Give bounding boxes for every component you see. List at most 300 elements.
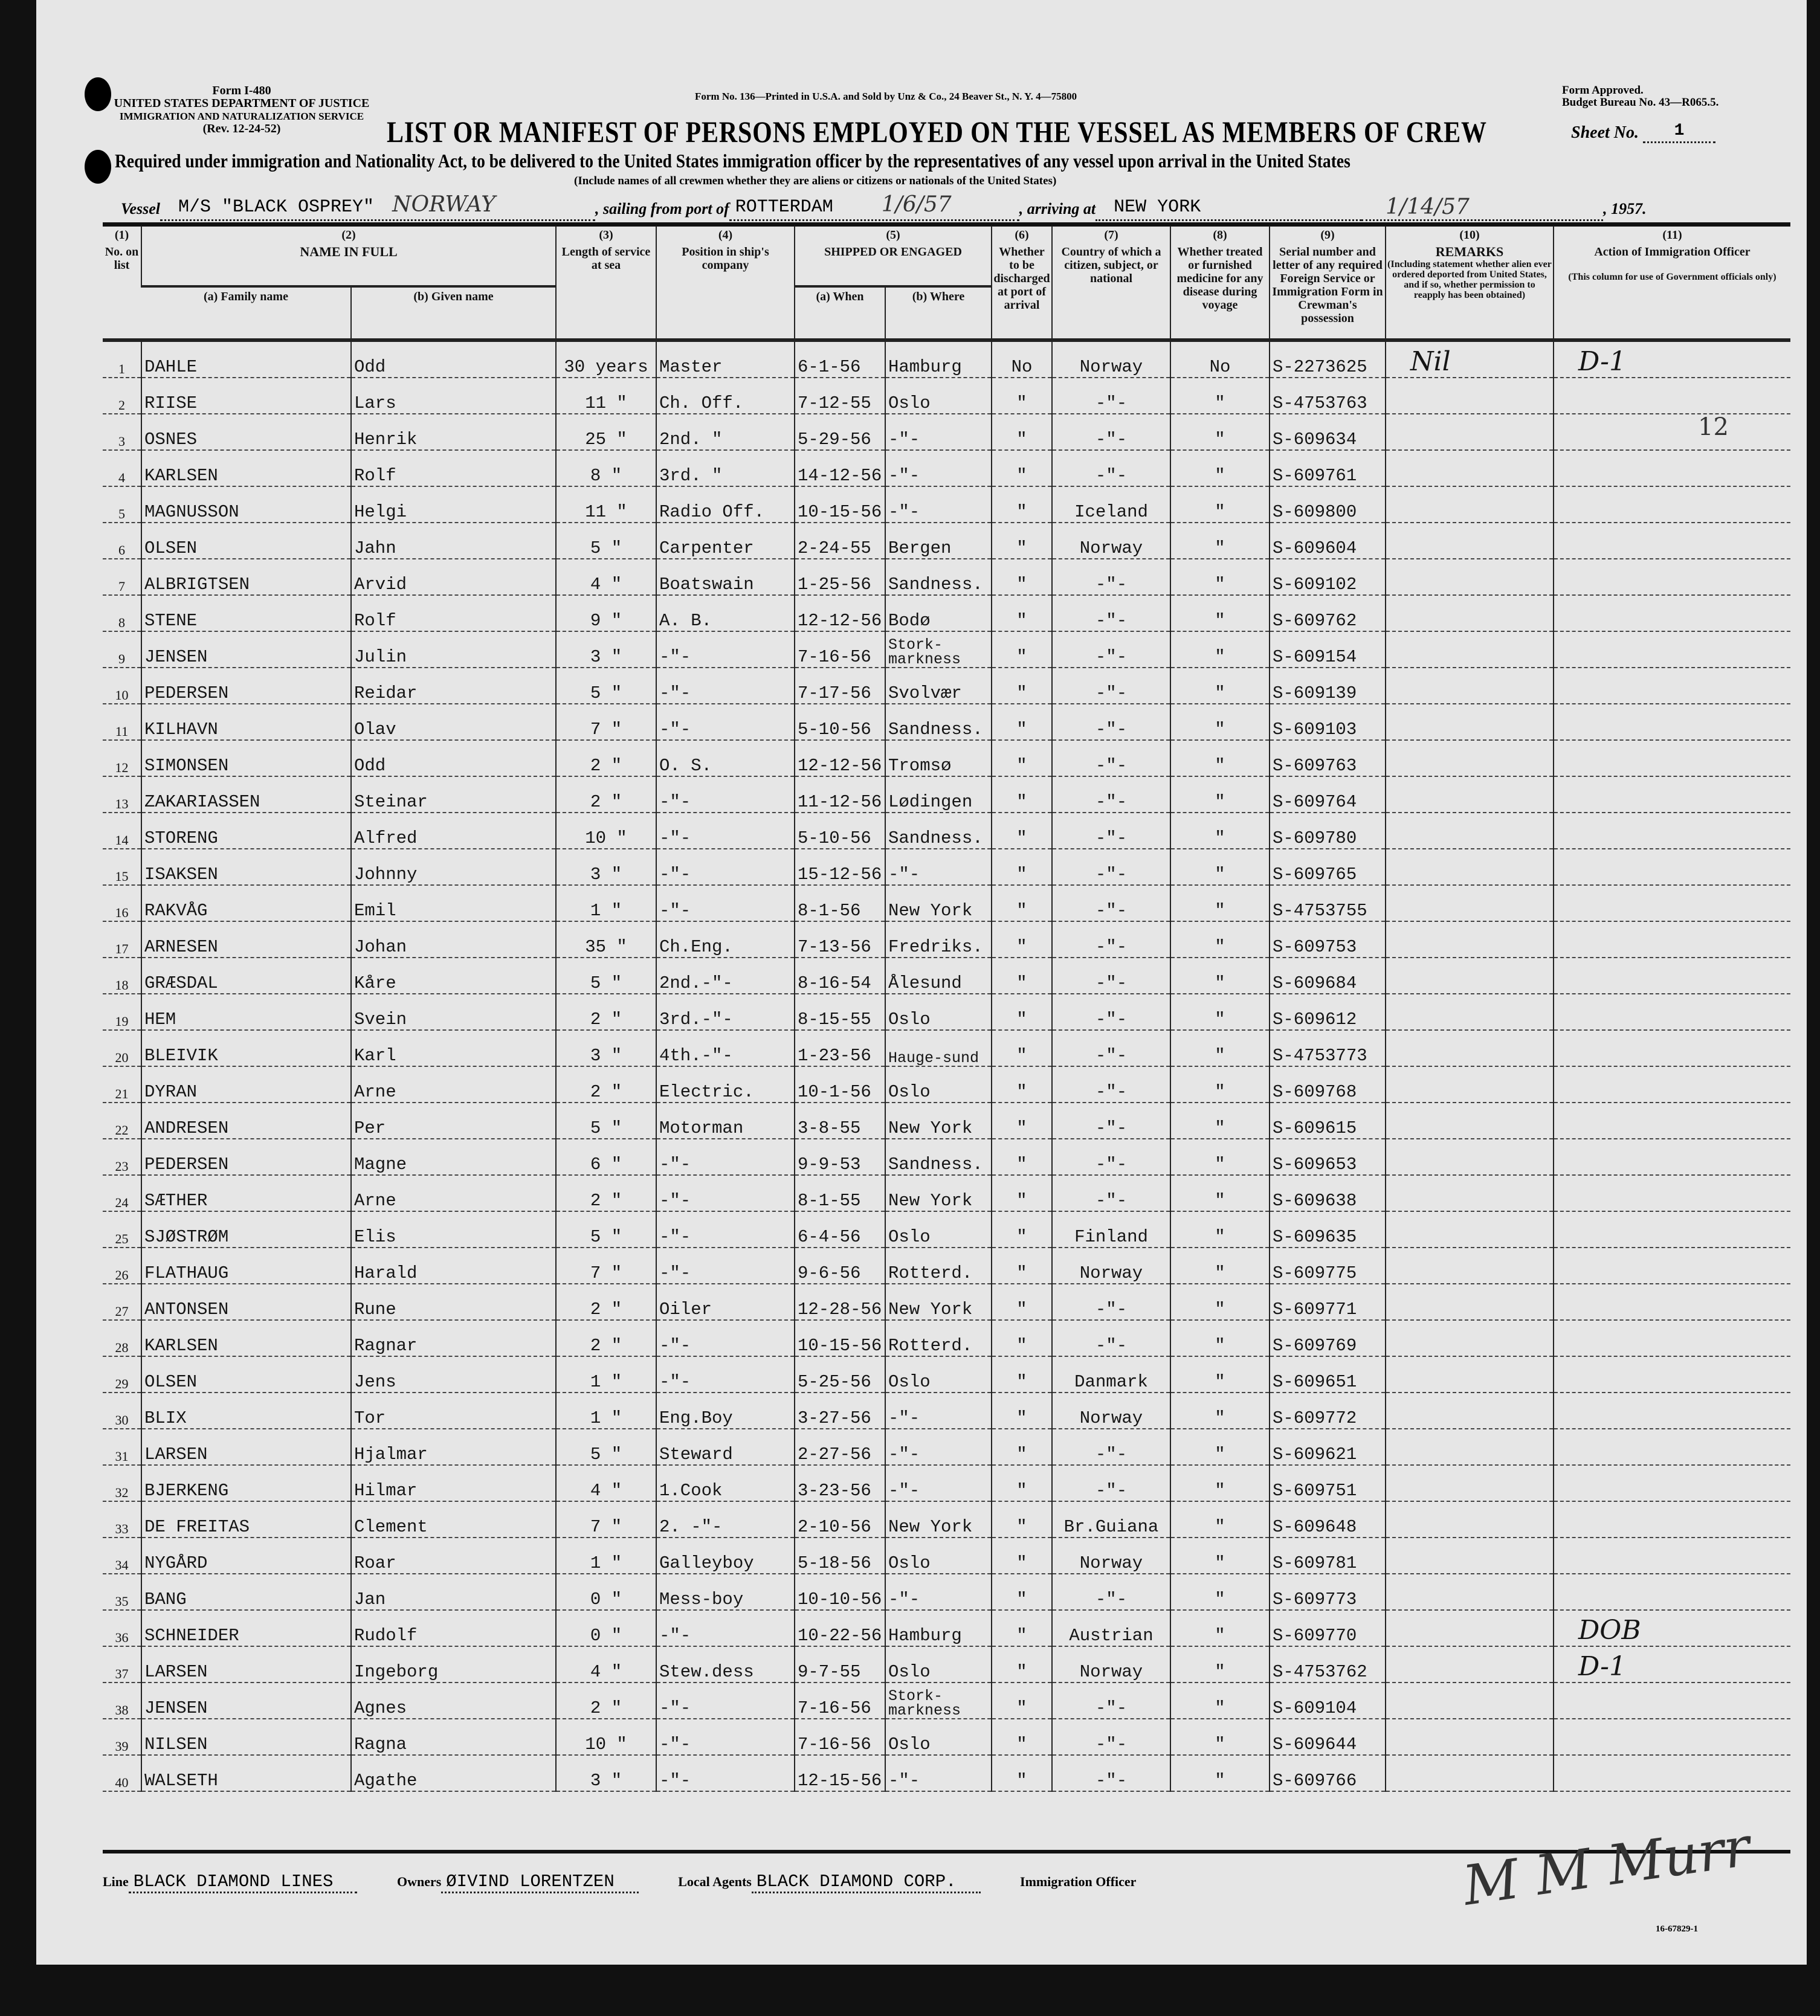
family-name: ALBRIGTSEN — [141, 559, 351, 595]
serial-number: S-2273625 — [1270, 342, 1386, 378]
country: -"- — [1052, 740, 1170, 776]
position: 2nd.-"- — [656, 958, 795, 994]
revision: (Rev. 12-24-52) — [202, 122, 281, 135]
agents-label: Local Agents — [678, 1874, 752, 1889]
remarks — [1386, 1139, 1554, 1175]
immigration-action — [1554, 1284, 1790, 1320]
given-name: Roar — [351, 1538, 556, 1574]
row-number: 14 — [103, 813, 141, 849]
crew-row — [103, 1429, 1790, 1465]
position: Ch. Off. — [656, 378, 795, 414]
remarks — [1386, 1175, 1554, 1211]
country: Norway — [1052, 1248, 1170, 1284]
crew-row — [103, 1139, 1790, 1175]
immigration-action — [1554, 1429, 1790, 1465]
remarks — [1386, 1719, 1554, 1755]
country: -"- — [1052, 813, 1170, 849]
crew-row — [103, 559, 1790, 595]
family-name: BLEIVIK — [141, 1030, 351, 1066]
officer-signature: M M Murr — [1459, 1815, 1754, 1918]
shipped-when: 1-25-56 — [795, 559, 885, 595]
treated: " — [1170, 1610, 1270, 1646]
service-length: 1 " — [556, 1356, 656, 1393]
service-length: 2 " — [556, 994, 656, 1030]
shipped-when: 5-18-56 — [795, 1538, 885, 1574]
discharge: " — [992, 776, 1052, 813]
serial-number: S-609621 — [1270, 1429, 1386, 1465]
treated: " — [1170, 1284, 1270, 1320]
shipped-when: 3-27-56 — [795, 1393, 885, 1429]
given-name: Henrik — [351, 414, 556, 450]
family-name: KARLSEN — [141, 450, 351, 486]
given-name: Rudolf — [351, 1610, 556, 1646]
serial-number: S-609154 — [1270, 631, 1386, 668]
given-name: Emil — [351, 885, 556, 921]
shipped-where: Oslo — [885, 378, 992, 414]
treated: " — [1170, 414, 1270, 450]
shipped-where: Fredriks. — [885, 921, 992, 958]
immigration-action — [1554, 668, 1790, 704]
service-length: 10 " — [556, 813, 656, 849]
shipped-where: Hamburg — [885, 342, 992, 378]
discharge: " — [992, 704, 1052, 740]
given-name: Jan — [351, 1574, 556, 1610]
service-length: 10 " — [556, 1719, 656, 1755]
treated: " — [1170, 994, 1270, 1030]
discharge: " — [992, 1574, 1052, 1610]
discharge: " — [992, 1646, 1052, 1683]
treated: " — [1170, 1175, 1270, 1211]
service-length: 35 " — [556, 921, 656, 958]
department: UNITED STATES DEPARTMENT OF JUSTICE — [114, 97, 370, 110]
shipped-where: Lødingen — [885, 776, 992, 813]
family-name: ISAKSEN — [141, 849, 351, 885]
immigration-action: D-1 — [1554, 342, 1790, 378]
form-id: Form I-480 — [212, 84, 271, 97]
treated: " — [1170, 1429, 1270, 1465]
year: , 1957. — [1603, 200, 1647, 217]
serial-number: S-4753763 — [1270, 378, 1386, 414]
row-number: 9 — [103, 631, 141, 668]
family-name: DYRAN — [141, 1066, 351, 1103]
shipped-when: 7-12-55 — [795, 378, 885, 414]
remarks — [1386, 1683, 1554, 1719]
position: Galleyboy — [656, 1538, 795, 1574]
shipped-where: Bodø — [885, 595, 992, 631]
service-length: 4 " — [556, 1646, 656, 1683]
serial-number: S-609104 — [1270, 1683, 1386, 1719]
shipped-where: Oslo — [885, 1646, 992, 1683]
shipped-when: 9-6-56 — [795, 1248, 885, 1284]
row-number: 31 — [103, 1429, 141, 1465]
shipped-when: 2-24-55 — [795, 523, 885, 559]
row-number: 22 — [103, 1103, 141, 1139]
treated: " — [1170, 450, 1270, 486]
shipped-when: 2-27-56 — [795, 1429, 885, 1465]
crew-row — [103, 1030, 1790, 1066]
service-length: 5 " — [556, 1211, 656, 1248]
position: Eng.Boy — [656, 1393, 795, 1429]
given-name: Arvid — [351, 559, 556, 595]
position: Boatswain — [656, 559, 795, 595]
family-name: DAHLE — [141, 342, 351, 378]
serial-number: S-609612 — [1270, 994, 1386, 1030]
family-name: STORENG — [141, 813, 351, 849]
serial-number: S-609762 — [1270, 595, 1386, 631]
row-number: 12 — [103, 740, 141, 776]
serial-number: S-609772 — [1270, 1393, 1386, 1429]
service-length: 6 " — [556, 1139, 656, 1175]
crew-row — [103, 414, 1790, 450]
position: O. S. — [656, 740, 795, 776]
given-name: Odd — [351, 342, 556, 378]
immigration-action: DOB — [1554, 1610, 1790, 1646]
family-name: OLSEN — [141, 1356, 351, 1393]
treated: " — [1170, 849, 1270, 885]
discharge: " — [992, 1284, 1052, 1320]
shipped-when: 5-10-56 — [795, 813, 885, 849]
country: Norway — [1052, 1538, 1170, 1574]
shipped-where: New York — [885, 1175, 992, 1211]
service-length: 7 " — [556, 1248, 656, 1284]
family-name: BLIX — [141, 1393, 351, 1429]
position: -"- — [656, 1719, 795, 1755]
crew-row — [103, 1356, 1790, 1393]
shipped-when: 2-10-56 — [795, 1501, 885, 1538]
serial-number: S-609753 — [1270, 921, 1386, 958]
punch-hole — [85, 77, 111, 111]
country: -"- — [1052, 1320, 1170, 1356]
shipped-where: New York — [885, 1284, 992, 1320]
family-name: GRÆSDAL — [141, 958, 351, 994]
shipped-when: 8-15-55 — [795, 994, 885, 1030]
country: -"- — [1052, 921, 1170, 958]
given-name: Olav — [351, 704, 556, 740]
header-no: (1) No. on list — [105, 228, 139, 272]
country: -"- — [1052, 1755, 1170, 1791]
shipped-when: 11-12-56 — [795, 776, 885, 813]
shipped-where: Rotterd. — [885, 1320, 992, 1356]
discharge: No — [992, 342, 1052, 378]
row-number: 24 — [103, 1175, 141, 1211]
serial-number: S-609769 — [1270, 1320, 1386, 1356]
shipped-when: 7-16-56 — [795, 1683, 885, 1719]
service-length: 1 " — [556, 1393, 656, 1429]
discharge: " — [992, 849, 1052, 885]
given-name: Hilmar — [351, 1465, 556, 1501]
serial-number: S-609634 — [1270, 414, 1386, 450]
crew-row — [103, 1066, 1790, 1103]
row-number: 39 — [103, 1719, 141, 1755]
shipped-where: Ålesund — [885, 958, 992, 994]
position: 2nd. " — [656, 414, 795, 450]
country: -"- — [1052, 559, 1170, 595]
immigration-action — [1554, 1248, 1790, 1284]
discharge: " — [992, 378, 1052, 414]
service-length: 5 " — [556, 1429, 656, 1465]
shipped-when: 7-13-56 — [795, 921, 885, 958]
row-number: 7 — [103, 559, 141, 595]
sheet-value: 1 — [1643, 121, 1715, 143]
row-number: 35 — [103, 1574, 141, 1610]
shipped-where: -"- — [885, 1574, 992, 1610]
given-name: Odd — [351, 740, 556, 776]
serial-number: S-609644 — [1270, 1719, 1386, 1755]
service-length: 5 " — [556, 958, 656, 994]
serial-number: S-609635 — [1270, 1211, 1386, 1248]
shipped-when: 8-1-56 — [795, 885, 885, 921]
row-number: 13 — [103, 776, 141, 813]
given-name: Agnes — [351, 1683, 556, 1719]
country: Iceland — [1052, 486, 1170, 523]
country: -"- — [1052, 1175, 1170, 1211]
treated: " — [1170, 1393, 1270, 1429]
crew-row — [103, 486, 1790, 523]
country: Br.Guiana — [1052, 1501, 1170, 1538]
header-length: (3) Length of service at sea — [556, 226, 656, 338]
position: Stew.dess — [656, 1646, 795, 1683]
position: -"- — [656, 1683, 795, 1719]
service-length: 5 " — [556, 668, 656, 704]
treated: " — [1170, 1501, 1270, 1538]
family-name: KILHAVN — [141, 704, 351, 740]
shipped-where: Bergen — [885, 523, 992, 559]
row-number: 8 — [103, 595, 141, 631]
immigration-action — [1554, 1501, 1790, 1538]
given-name: Elis — [351, 1211, 556, 1248]
header-where: (b) Where — [885, 286, 992, 338]
immigration-action — [1554, 1175, 1790, 1211]
header-shipped: (5) SHIPPED OR ENGAGED — [795, 226, 992, 286]
position: 3rd.-"- — [656, 994, 795, 1030]
row-number: 2 — [103, 378, 141, 414]
crew-row — [103, 776, 1790, 813]
row-number: 37 — [103, 1646, 141, 1683]
immigration-action — [1554, 740, 1790, 776]
remarks — [1386, 631, 1554, 668]
service-length: 11 " — [556, 378, 656, 414]
crew-row — [103, 1683, 1790, 1719]
serial-number: S-609766 — [1270, 1755, 1386, 1791]
header-position: (4) Position in ship's company — [656, 226, 795, 338]
crew-row — [103, 1465, 1790, 1501]
shipped-where: Oslo — [885, 1066, 992, 1103]
treated: " — [1170, 1683, 1270, 1719]
family-name: ARNESEN — [141, 921, 351, 958]
row-number: 15 — [103, 849, 141, 885]
agents-value: BLACK DIAMOND CORP. — [752, 1872, 981, 1893]
country: -"- — [1052, 1574, 1170, 1610]
country: -"- — [1052, 378, 1170, 414]
position: Mess-boy — [656, 1574, 795, 1610]
serial-number: S-609684 — [1270, 958, 1386, 994]
immigration-action — [1554, 1683, 1790, 1719]
position: Motorman — [656, 1103, 795, 1139]
country: -"- — [1052, 1683, 1170, 1719]
crew-row — [103, 813, 1790, 849]
family-name: BANG — [141, 1574, 351, 1610]
country: Norway — [1052, 1393, 1170, 1429]
given-name: Ragna — [351, 1719, 556, 1755]
immigration-action: D-1 — [1554, 1646, 1790, 1683]
discharge: " — [992, 1755, 1052, 1791]
row-number: 26 — [103, 1248, 141, 1284]
remarks — [1386, 1030, 1554, 1066]
crew-row — [103, 668, 1790, 704]
position: 2. -"- — [656, 1501, 795, 1538]
country: -"- — [1052, 704, 1170, 740]
shipped-where: Hamburg — [885, 1610, 992, 1646]
immigration-action — [1554, 776, 1790, 813]
crew-row — [103, 740, 1790, 776]
family-name: NYGÅRD — [141, 1538, 351, 1574]
shipped-where: -"- — [885, 486, 992, 523]
given-name: Rune — [351, 1284, 556, 1320]
remarks — [1386, 1755, 1554, 1791]
shipped-where: Oslo — [885, 1538, 992, 1574]
immigration-action — [1554, 1103, 1790, 1139]
inclusion-note: (Include names of all crewmen whether they are aliens or citizens or nationals of the United States) — [574, 175, 1057, 187]
serial-number: S-609761 — [1270, 450, 1386, 486]
country: Finland — [1052, 1211, 1170, 1248]
discharge: " — [992, 1066, 1052, 1103]
vessel-label: Vessel — [121, 200, 160, 217]
serial-number: S-609771 — [1270, 1284, 1386, 1320]
crew-row — [103, 958, 1790, 994]
serial-number: S-609780 — [1270, 813, 1386, 849]
shipped-when: 7-16-56 — [795, 1719, 885, 1755]
remarks — [1386, 450, 1554, 486]
remarks — [1386, 1429, 1554, 1465]
family-name: ZAKARIASSEN — [141, 776, 351, 813]
shipped-when: 10-15-56 — [795, 486, 885, 523]
agency-block — [109, 85, 375, 135]
crew-row — [103, 994, 1790, 1030]
shipped-where: Stork-markness — [885, 631, 992, 668]
serial-number: S-609763 — [1270, 740, 1386, 776]
remarks — [1386, 813, 1554, 849]
row-number: 17 — [103, 921, 141, 958]
country: Austrian — [1052, 1610, 1170, 1646]
remarks — [1386, 994, 1554, 1030]
country: -"- — [1052, 1465, 1170, 1501]
discharge: " — [992, 631, 1052, 668]
header-action: (11) Action of Immigration Officer (This column for use of Government officials only) — [1554, 226, 1790, 338]
given-name: Rolf — [351, 450, 556, 486]
shipped-when: 8-1-55 — [795, 1175, 885, 1211]
service-length: 30 years — [556, 342, 656, 378]
given-name: Tor — [351, 1393, 556, 1429]
shipped-where: Oslo — [885, 1211, 992, 1248]
immigration-action — [1554, 1538, 1790, 1574]
family-name: OSNES — [141, 414, 351, 450]
shipped-where: Sandness. — [885, 559, 992, 595]
treated: " — [1170, 1320, 1270, 1356]
immigration-action — [1554, 1465, 1790, 1501]
shipped-where: Oslo — [885, 1356, 992, 1393]
row-number: 5 — [103, 486, 141, 523]
country: -"- — [1052, 958, 1170, 994]
immigration-action — [1554, 994, 1790, 1030]
header-treated: (8) Whether treated or furnished medicine for any disease during voyage — [1170, 226, 1270, 338]
remarks — [1386, 1501, 1554, 1538]
sailing-date-handwritten: 1/6/57 — [881, 193, 952, 217]
crew-row — [103, 1393, 1790, 1429]
discharge: " — [992, 1103, 1052, 1139]
immigration-action — [1554, 486, 1790, 523]
position: Radio Off. — [656, 486, 795, 523]
service-length: 2 " — [556, 740, 656, 776]
immigration-action — [1554, 813, 1790, 849]
row-number: 20 — [103, 1030, 141, 1066]
treated: " — [1170, 1465, 1270, 1501]
crew-row — [103, 1248, 1790, 1284]
remarks — [1386, 1284, 1554, 1320]
shipped-where: Hauge-sund — [885, 1030, 992, 1066]
subtitle: Required under immigration and Nationality Act, to be delivered to the United States immigration officer by the representatives of any vessel upon arrival in the United States — [115, 150, 1350, 172]
crew-row — [103, 849, 1790, 885]
serial-number: S-609775 — [1270, 1248, 1386, 1284]
remarks: Nil — [1386, 342, 1554, 378]
service-length: 1 " — [556, 885, 656, 921]
shipped-when: 10-1-56 — [795, 1066, 885, 1103]
vessel-field — [160, 193, 595, 221]
page-title: LIST OR MANIFEST OF PERSONS EMPLOYED ON THE VESSEL AS MEMBERS OF CREW — [387, 115, 1487, 149]
remarks — [1386, 595, 1554, 631]
country: -"- — [1052, 450, 1170, 486]
sailing-port: ROTTERDAM — [735, 197, 833, 217]
country: Norway — [1052, 1646, 1170, 1683]
row-number: 21 — [103, 1066, 141, 1103]
serial-number: S-609604 — [1270, 523, 1386, 559]
row-number: 16 — [103, 885, 141, 921]
row-number: 25 — [103, 1211, 141, 1248]
serial-number: S-609139 — [1270, 668, 1386, 704]
crew-row — [103, 1719, 1790, 1755]
discharge: " — [992, 1429, 1052, 1465]
row-number: 3 — [103, 414, 141, 450]
shipped-when: 14-12-56 — [795, 450, 885, 486]
discharge: " — [992, 595, 1052, 631]
treated: " — [1170, 1030, 1270, 1066]
row-number: 29 — [103, 1356, 141, 1393]
row-number: 32 — [103, 1465, 141, 1501]
shipped-where: -"- — [885, 1429, 992, 1465]
shipped-where: -"- — [885, 1755, 992, 1791]
discharge: " — [992, 1683, 1052, 1719]
position: Carpenter — [656, 523, 795, 559]
service-length: 5 " — [556, 523, 656, 559]
position: -"- — [656, 849, 795, 885]
country: -"- — [1052, 1066, 1170, 1103]
discharge: " — [992, 1356, 1052, 1393]
shipped-when: 10-15-56 — [795, 1320, 885, 1356]
service-length: 7 " — [556, 1501, 656, 1538]
row-number: 36 — [103, 1610, 141, 1646]
country: -"- — [1052, 776, 1170, 813]
treated: " — [1170, 958, 1270, 994]
shipped-where: Sandness. — [885, 1139, 992, 1175]
position: Electric. — [656, 1066, 795, 1103]
shipped-where: -"- — [885, 1465, 992, 1501]
header-family-name: (a) Family name — [204, 290, 288, 303]
discharge: " — [992, 1211, 1052, 1248]
family-name: PEDERSEN — [141, 1139, 351, 1175]
treated: " — [1170, 921, 1270, 958]
family-name: HEM — [141, 994, 351, 1030]
row-number: 11 — [103, 704, 141, 740]
arriving-field — [1096, 195, 1361, 221]
